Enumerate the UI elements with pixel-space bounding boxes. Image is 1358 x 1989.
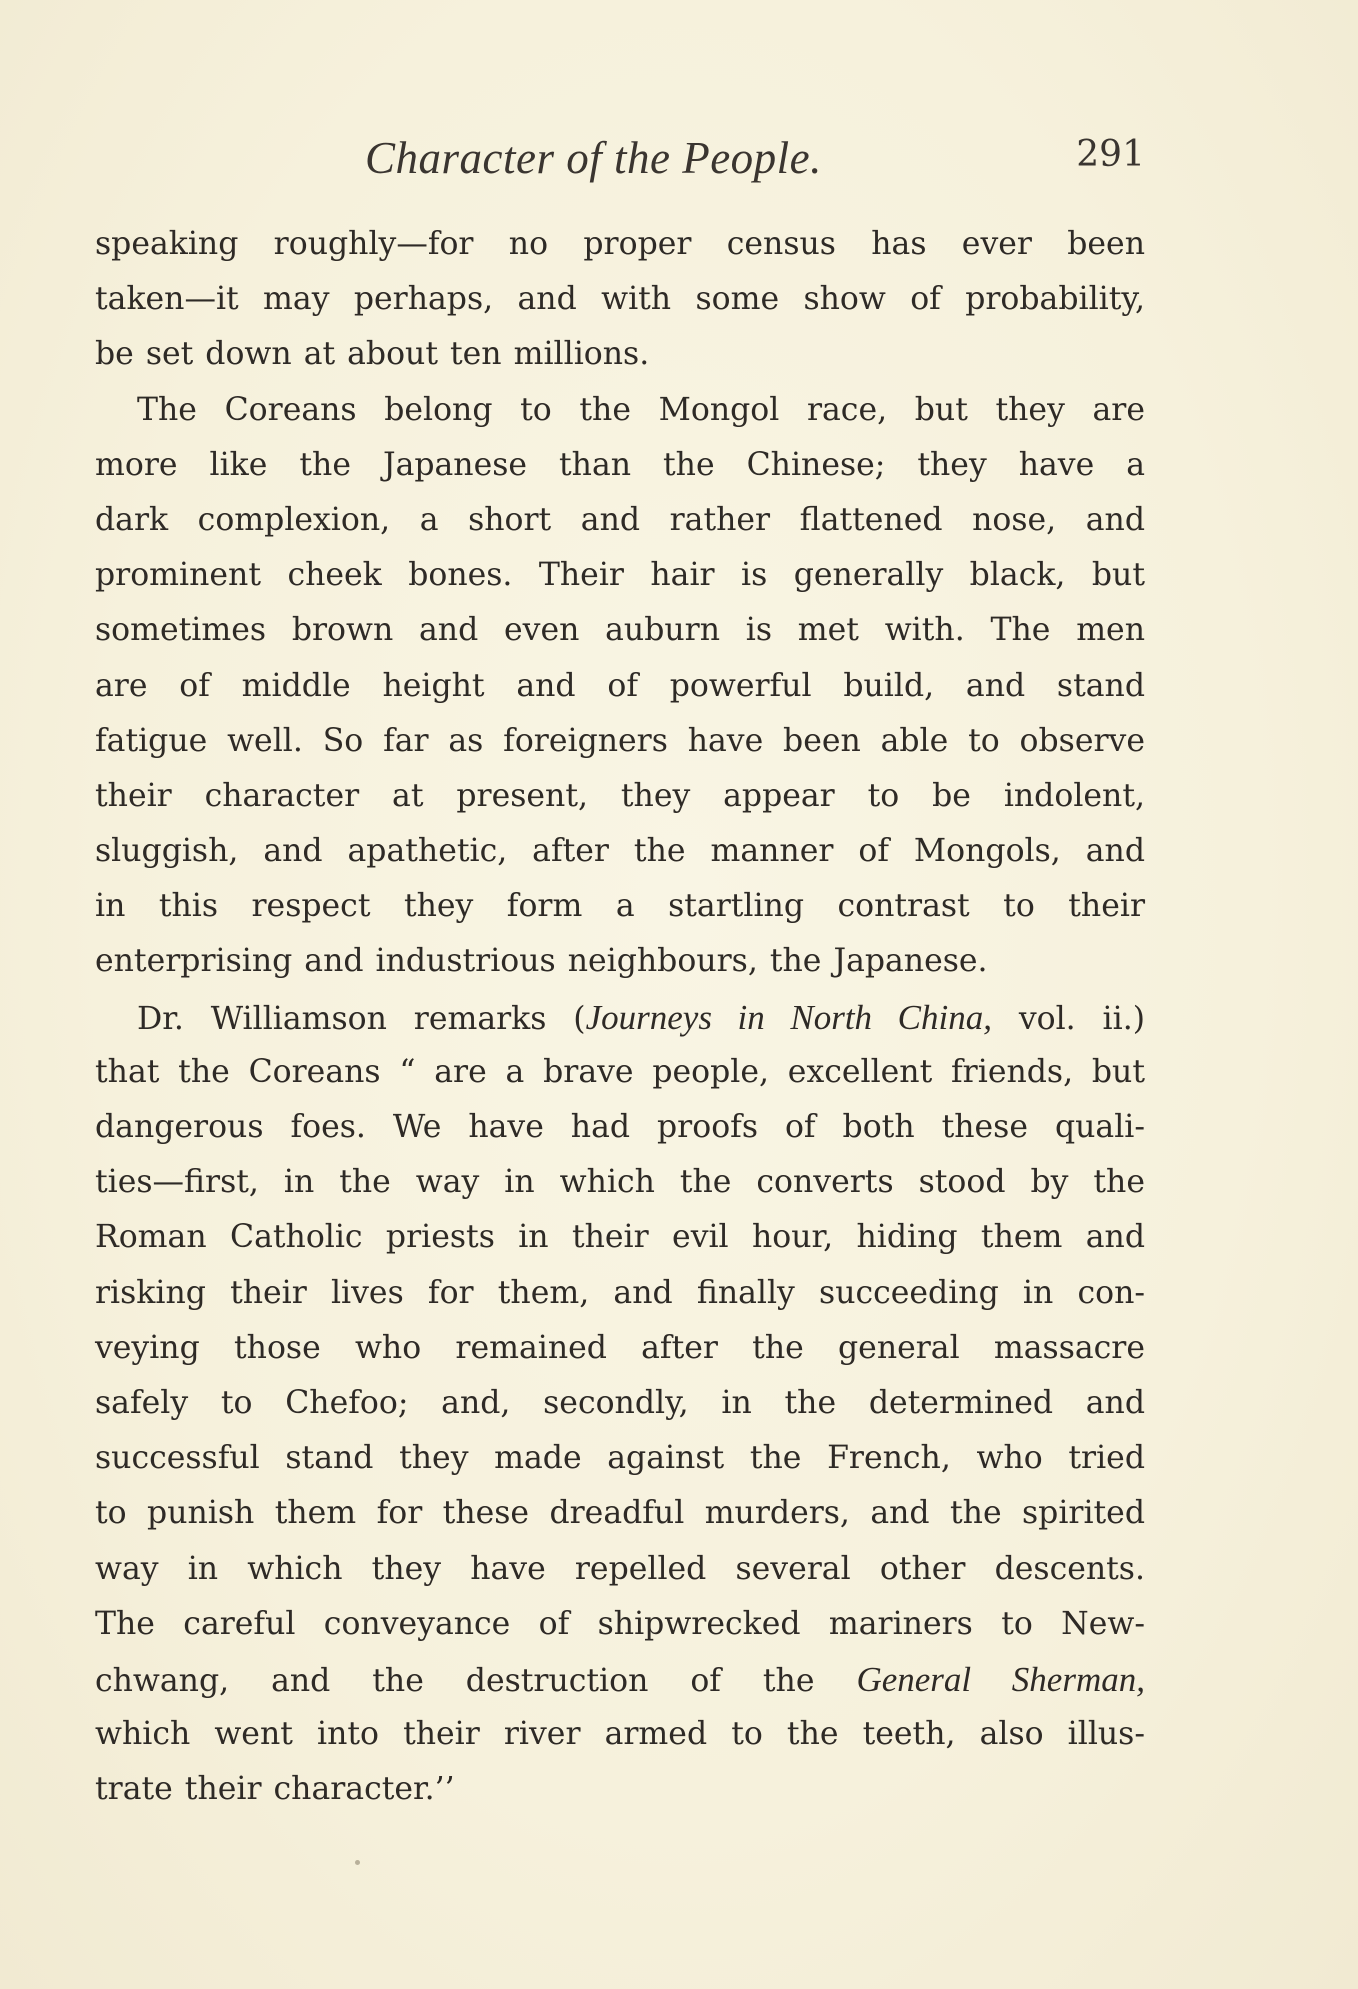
text-line: safely to Chefoo; and, secondly, in the determined and xyxy=(95,1384,1145,1421)
text-line: to punish them for these dreadful murders, and the spirited xyxy=(95,1495,1145,1532)
text-line: more like the Japanese than the Chinese; they have a xyxy=(95,446,1145,483)
citation-volume: vol. ii.) xyxy=(991,1000,1146,1037)
text-line-ship-name xyxy=(95,1652,1145,1707)
citation-lead: Dr. Williamson remarks ( xyxy=(137,1000,586,1037)
cited-book-title: Journeys in North China, xyxy=(585,997,992,1037)
text-line: in this respect they form a startling contrast to their xyxy=(95,888,1145,925)
paper-speck xyxy=(355,1860,360,1865)
text-line: that the Coreans “ are a brave people, excellent friends, but xyxy=(95,1053,1145,1090)
page-header xyxy=(95,132,1145,192)
text-line: Roman Catholic priests in their evil hour, hiding them and xyxy=(95,1219,1145,1256)
page-number: 291 xyxy=(1076,134,1145,175)
text-line: risking their lives for them, and finally succeeding in con- xyxy=(95,1274,1145,1311)
text-line: prominent cheek bones. Their hair is generally black, but xyxy=(95,557,1145,594)
text-line: dangerous foes. We have had proofs of both these quali- xyxy=(95,1109,1145,1145)
text-line: are of middle height and of powerful build, and stand xyxy=(95,667,1145,704)
text-line: speaking roughly—for no proper census has ever been xyxy=(95,226,1145,262)
text-line: taken—it may perhaps, and with some show of probability, xyxy=(95,281,1145,318)
text-line: sometimes brown and even auburn is met with. The men xyxy=(95,612,1145,649)
text-line: successful stand they made against the French, who tried xyxy=(95,1440,1145,1477)
text-line: dark complexion, a short and rather flattened nose, and xyxy=(95,501,1145,538)
text-line: which went into their river armed to the teeth, also illus- xyxy=(95,1716,1145,1753)
text-line: ties—first, in the way in which the converts stood by the xyxy=(95,1164,1145,1201)
text-line: trate their character.’’ xyxy=(95,1771,455,1808)
running-title: Character of the People. xyxy=(365,133,822,183)
text-line: The Coreans belong to the Mongol race, but they are xyxy=(137,391,1145,428)
text-line: sluggish, and apathetic, after the manner of Mongols, and xyxy=(95,833,1145,870)
text-line: enterprising and industrious neighbours, the Japanese. xyxy=(95,943,988,980)
ship-name: General Sherman, xyxy=(856,1659,1145,1699)
text-line: fatigue well. So far as foreigners have been able to observe xyxy=(95,722,1145,759)
body-text xyxy=(95,217,1145,1817)
text-line: way in which they have repelled several other descents. xyxy=(95,1550,1145,1587)
text-line: veying those who remained after the general massacre xyxy=(95,1329,1145,1366)
text-line: their character at present, they appear to be indolent, xyxy=(95,777,1145,814)
text-line: The careful conveyance of shipwrecked mariners to New- xyxy=(95,1605,1145,1642)
text-line-citation xyxy=(95,990,1145,1045)
text-line: be set down at about ten millions. xyxy=(95,336,650,373)
ship-line-lead: chwang, and the destruction of the xyxy=(95,1662,857,1699)
